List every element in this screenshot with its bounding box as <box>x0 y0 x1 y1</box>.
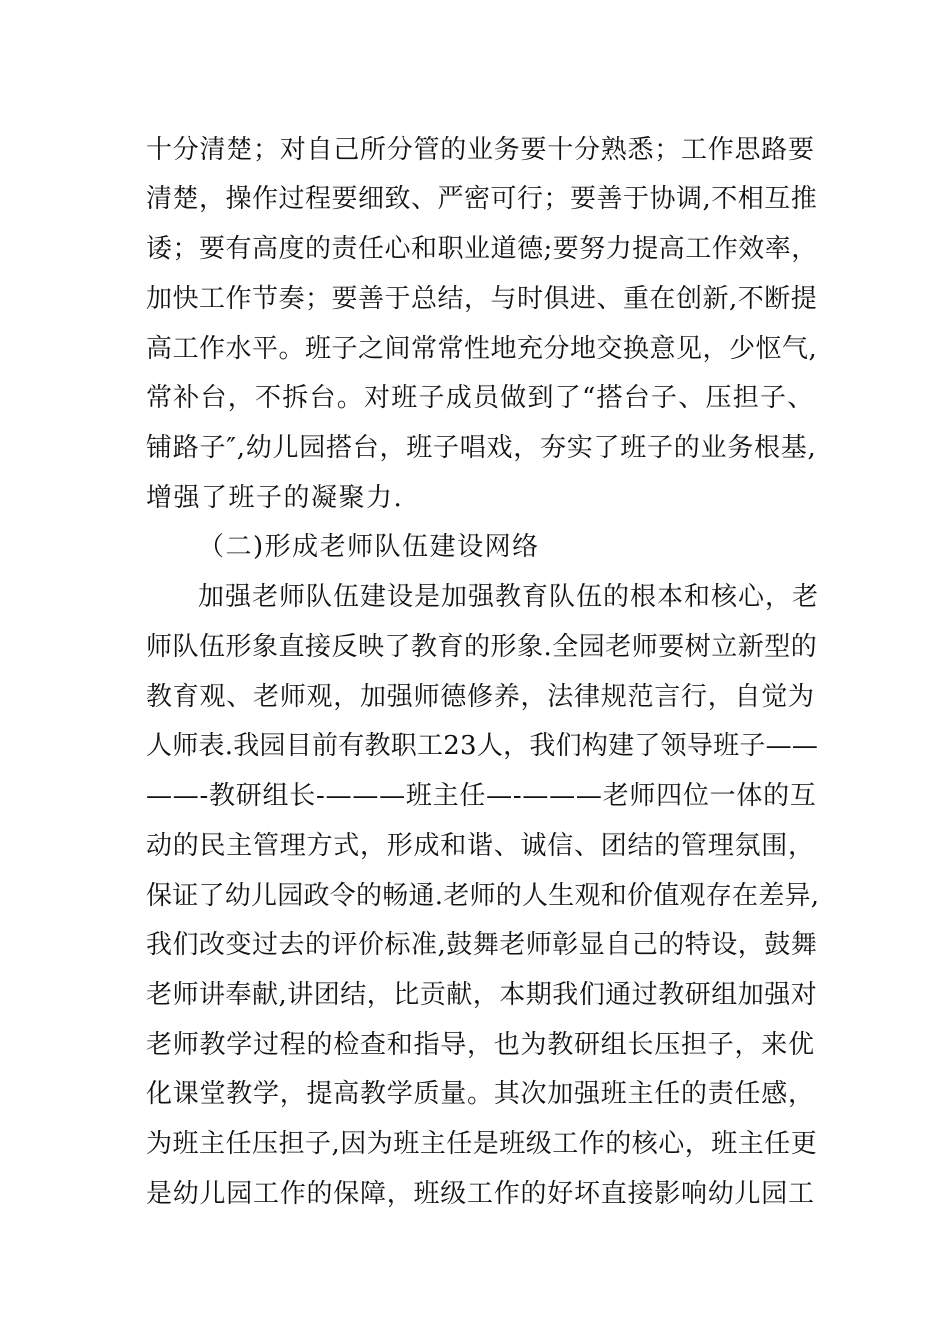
text-line: 加强老师队伍建设是加强教育队伍的根本和核心，老 <box>198 582 820 612</box>
text-line: ——-教研组长-———班主任—-———老师四位一体的互 <box>146 781 817 811</box>
text-line: 为班主任压担子,因为班主任是班级工作的核心，班主任更 <box>146 1129 818 1159</box>
text-line: 诿；要有高度的责任心和职业道德;要努力提高工作效率， <box>146 234 818 264</box>
text-line: 增强了班子的凝聚力. <box>146 483 404 513</box>
section-heading: （二)形成老师队伍建设网络 <box>198 532 540 562</box>
text-line: 老师讲奉献,讲团结，比贡献，本期我们通过教研组加强对 <box>146 980 818 1010</box>
text-line: 是幼儿园工作的保障，班级工作的好坏直接影响幼儿园工 <box>146 1179 815 1209</box>
text-line: 师队伍形象直接反映了教育的形象.全园老师要树立新型的 <box>146 632 818 662</box>
text-line: 常补台，不拆台。对班子成员做到了“搭台子、压担子、 <box>146 383 815 413</box>
text-line: 动的民主管理方式，形成和谐、诚信、团结的管理氛围， <box>146 831 815 861</box>
text-line: 铺路子″,幼儿园搭台，班子唱戏，夯实了班子的业务根基, <box>146 433 817 463</box>
text-line: 我们改变过去的评价标准,鼓舞老师彰显自己的特设，鼓舞 <box>146 930 818 960</box>
text-line: 化课堂教学，提高教学质量。其次加强班主任的责任感， <box>146 1079 815 1109</box>
text-line: 清楚，操作过程要细致、严密可行；要善于协调,不相互推 <box>146 184 818 214</box>
text-line: 老师教学过程的检查和指导，也为教研组长压担子，来优 <box>146 1030 815 1060</box>
text-line: 保证了幼儿园政令的畅通.老师的人生观和价值观存在差异, <box>146 881 820 911</box>
text-line: 高工作水平。班子之间常常性地充分地交换意见，少怄气, <box>146 334 818 364</box>
text-line: 人师表.我园目前有教职工23人，我们构建了领导班子—— <box>146 731 819 761</box>
text-line: 十分清楚；对自己所分管的业务要十分熟悉；工作思路要 <box>146 135 815 165</box>
text-line: 教育观、老师观，加强师德修养，法律规范言行，自觉为 <box>146 682 815 712</box>
text-line: 加快工作节奏；要善于总结，与时俱进、重在创新,不断提 <box>146 284 818 314</box>
